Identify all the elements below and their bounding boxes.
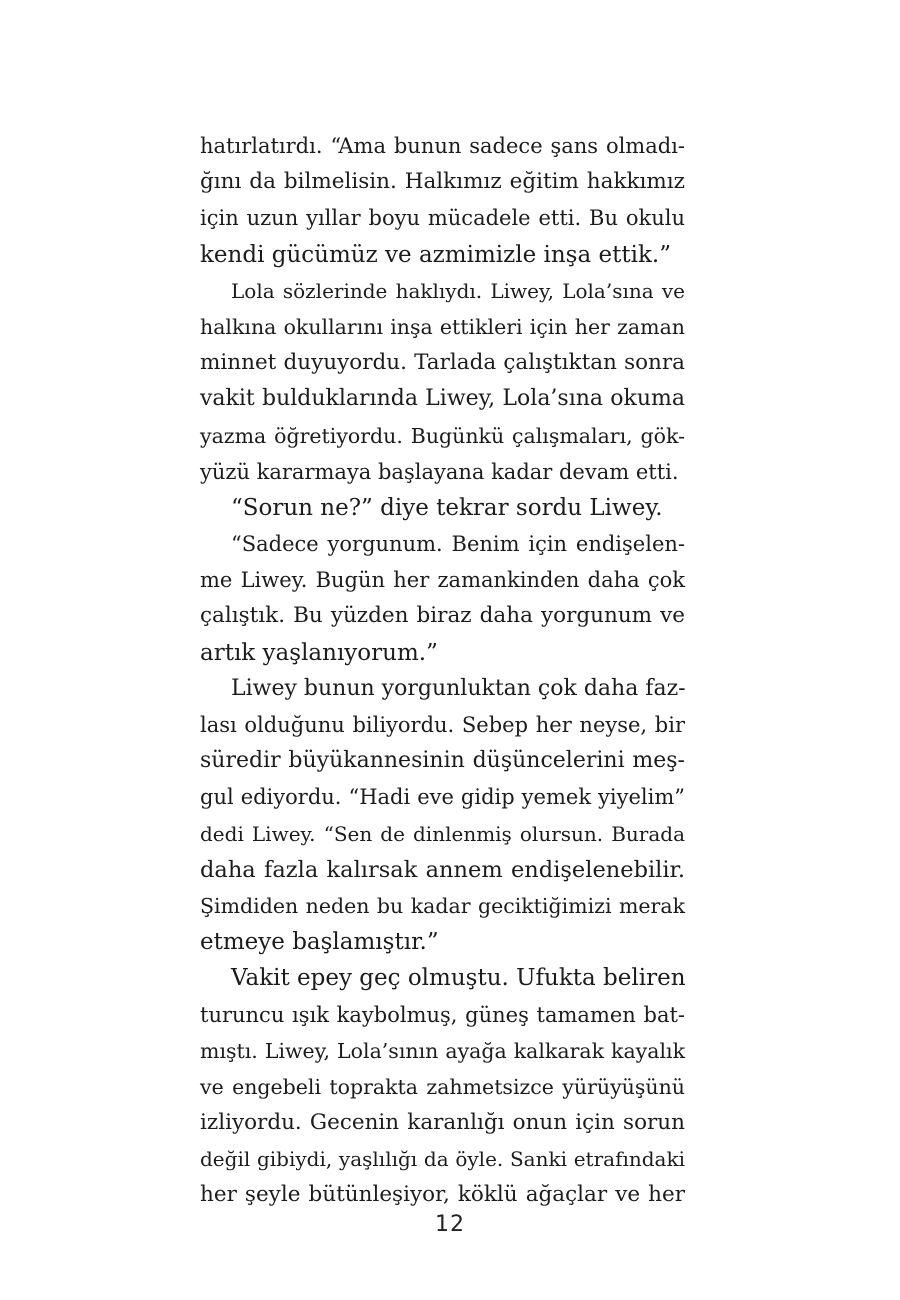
text-line: mıştı. Liwey, Lola’sının ayağa kalkarak kayalık	[200, 1038, 685, 1063]
text-line: vakit bulduklarında Liwey, Lola’sına okuma	[200, 386, 685, 412]
text-line: yüzü kararmaya başlayana kadar devam etti.	[200, 459, 679, 484]
text-line: “Sadece yorgunum. Benim için endişelen-	[231, 532, 685, 557]
text-line: artık yaşlanıyorum.”	[200, 639, 438, 666]
text-line: hatırlatırdı. “Ama bunun sadece şans olmadı-	[200, 134, 685, 158]
text-line: her şeyle bütünleşiyor, köklü ağaçlar ve her	[200, 1182, 685, 1208]
text-line: Vakit epey geç olmuştu. Ufukta beliren	[231, 965, 686, 992]
text-line: daha fazla kalırsak annem endişelenebilir.	[200, 856, 685, 883]
text-line: turuncu ışık kaybolmuş, güneş tamamen bat-	[200, 1002, 685, 1027]
book-page-body	[200, 128, 685, 1214]
text-line: gul ediyordu. “Hadi eve gidip yemek yiyelim”	[200, 785, 685, 810]
text-line: ğını da bilmelisin. Halkımız eğitim hakkımız	[200, 169, 685, 195]
text-line: kendi gücümüz ve azmimizle inşa ettik.”	[200, 241, 671, 268]
text-line: yazma öğretiyordu. Bugünkü çalışmaları, gök-	[200, 423, 685, 448]
text-line: “Sorun ne?” diye tekrar sordu Liwey.	[231, 494, 663, 521]
text-line: Liwey bunun yorgunluktan çok daha faz-	[231, 675, 686, 701]
text-line: halkına okullarını inşa ettikleri için her zaman	[200, 314, 685, 339]
text-line: süredir büyükannesinin düşüncelerini meş-	[200, 748, 685, 774]
text-line: dedi Liwey. “Sen de dinlenmiş olursun. Burada	[200, 821, 685, 846]
text-line: etmeye başlamıştır.”	[200, 929, 439, 956]
text-line: izliyordu. Gecenin karanlığı onun için sorun	[200, 1110, 685, 1136]
text-line: lası olduğunu biliyordu. Sebep her neyse, bir	[200, 713, 685, 737]
text-line: minnet duyuyordu. Tarlada çalıştıktan sonra	[200, 350, 685, 376]
text-line: çalıştık. Bu yüzden biraz daha yorgunum ve	[200, 603, 685, 629]
text-line: değil gibiydi, yaşlılığı da öyle. Sanki etrafındaki	[200, 1147, 685, 1172]
text-line: için uzun yıllar boyu mücadele etti. Bu okulu	[200, 206, 685, 231]
text-line: Lola sözlerinde haklıydı. Liwey, Lola’sına ve	[231, 278, 685, 303]
text-line: Şimdiden neden bu kadar geciktiğimizi merak	[200, 893, 685, 918]
text-line: ve engebeli toprakta zahmetsizce yürüyüşünü	[200, 1074, 685, 1099]
page-number: 12	[435, 1212, 465, 1237]
text-line: me Liwey. Bugün her zamankinden daha çok	[200, 568, 685, 593]
